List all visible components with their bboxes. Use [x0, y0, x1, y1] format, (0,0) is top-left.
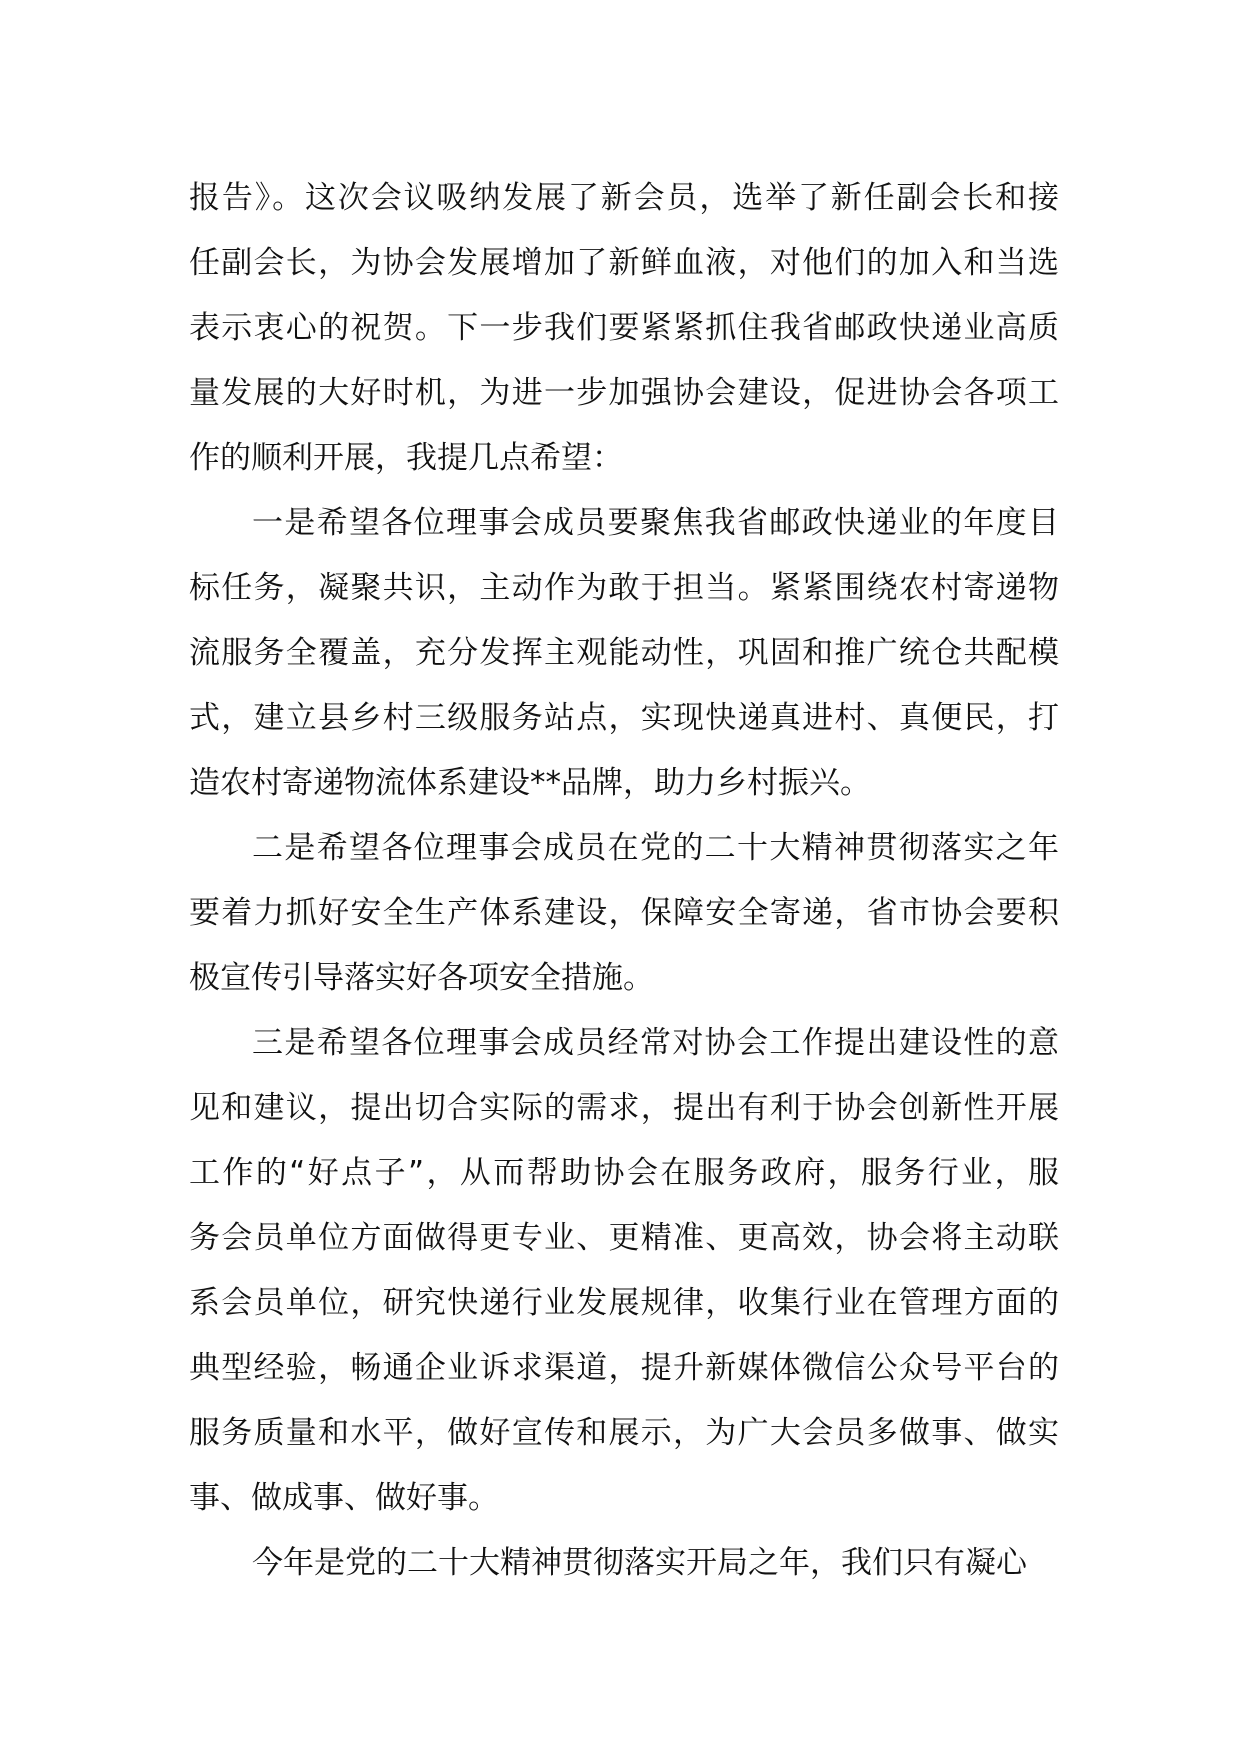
- paragraph-conclusion: [189, 1531, 1059, 1596]
- text-line: 服务质量和水平，做好宣传和展示，为广大会员多做事、做实: [189, 1415, 1059, 1451]
- text-line: 报告》。这次会议吸纳发展了新会员，选举了新任副会长和接: [189, 180, 1059, 216]
- text-line: 极宣传引导落实好各项安全措施。: [189, 960, 654, 996]
- text-line: 流服务全覆盖，充分发挥主观能动性，巩固和推广统仓共配模: [189, 635, 1059, 671]
- text-line: 二是希望各位理事会成员在党的二十大精神贯彻落实之年: [252, 830, 1059, 866]
- document-body: [189, 166, 1059, 1596]
- text-line: 标任务，凝聚共识，主动作为敢于担当。紧紧围绕农村寄递物: [189, 570, 1059, 606]
- text-line: 任副会长，为协会发展增加了新鲜血液，对他们的加入和当选: [189, 245, 1059, 281]
- text-line: 造农村寄递物流体系建设**品牌，助力乡村振兴。: [189, 765, 871, 801]
- text-line: 作的顺利开展，我提几点希望：: [189, 440, 623, 476]
- paragraph-hope-two: [189, 816, 1059, 1011]
- text-line: 式，建立县乡村三级服务站点，实现快递真进村、真便民，打: [189, 700, 1059, 736]
- text-line: 要着力抓好安全生产体系建设，保障安全寄递，省市协会要积: [189, 895, 1059, 931]
- paragraph-intro: [189, 166, 1059, 491]
- paragraph-hope-three: [189, 1011, 1059, 1531]
- text-line: 今年是党的二十大精神贯彻落实开局之年，我们只有凝心: [252, 1545, 1027, 1581]
- text-line: 系会员单位，研究快递行业发展规律，收集行业在管理方面的: [189, 1285, 1059, 1321]
- paragraph-hope-one: [189, 491, 1059, 816]
- text-line: 务会员单位方面做得更专业、更精准、更高效，协会将主动联: [189, 1220, 1059, 1256]
- text-line: 一是希望各位理事会成员要聚焦我省邮政快递业的年度目: [252, 505, 1059, 541]
- text-line: 表示衷心的祝贺。下一步我们要紧紧抓住我省邮政快递业高质: [189, 310, 1059, 346]
- text-line: 见和建议，提出切合实际的需求，提出有利于协会创新性开展: [189, 1090, 1059, 1126]
- text-line: 工作的“好点子”，从而帮助协会在服务政府，服务行业，服: [189, 1155, 1059, 1191]
- text-line: 典型经验，畅通企业诉求渠道，提升新媒体微信公众号平台的: [189, 1350, 1059, 1386]
- text-line: 三是希望各位理事会成员经常对协会工作提出建设性的意: [252, 1025, 1059, 1061]
- text-line: 量发展的大好时机，为进一步加强协会建设，促进协会各项工: [189, 375, 1059, 411]
- text-line: 事、做成事、做好事。: [189, 1480, 499, 1516]
